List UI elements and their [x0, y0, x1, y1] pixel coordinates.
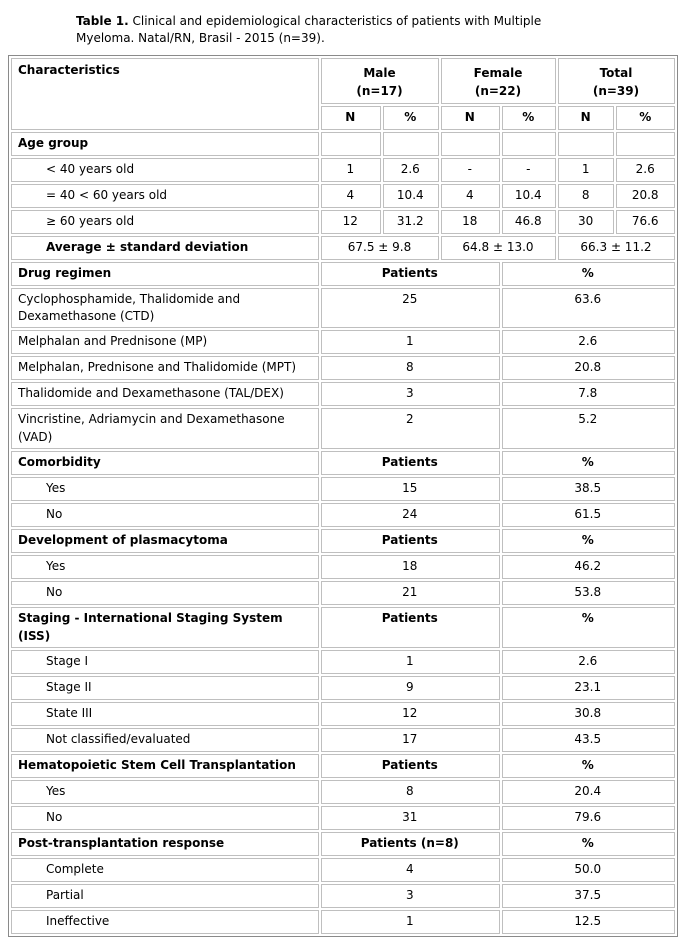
- patients-cell: 17: [321, 728, 500, 752]
- percent-header-cell: %: [502, 754, 675, 778]
- empty-cell: [441, 132, 500, 156]
- row-label-cell: Partial: [11, 884, 319, 908]
- patients-header-cell: Patients: [321, 607, 500, 648]
- patients-cell: 8: [321, 780, 500, 804]
- row-label-cell: Cyclophosphamide, Thalidomide and Dexamethasone (CTD): [11, 288, 319, 329]
- data-cell: 1: [558, 158, 614, 182]
- table-row: [11, 884, 675, 908]
- row-label-cell: ≥ 60 years old: [11, 210, 319, 234]
- row-label-cell: < 40 years old: [11, 158, 319, 182]
- table-row: [11, 702, 675, 726]
- row-label-cell: Stage II: [11, 676, 319, 700]
- table-row: [11, 858, 675, 882]
- percent-cell: 23.1: [502, 676, 675, 700]
- percent-cell: 46.2: [502, 555, 675, 579]
- patients-cell: 18: [321, 555, 500, 579]
- table-row: [11, 382, 675, 406]
- patients-cell: 15: [321, 477, 500, 501]
- patients-cell: 2: [321, 408, 500, 449]
- patients-cell: 3: [321, 884, 500, 908]
- percent-cell: 2.6: [502, 330, 675, 354]
- patients-cell: 1: [321, 910, 500, 934]
- table-row: [11, 330, 675, 354]
- empty-cell: [321, 132, 381, 156]
- percent-cell: 2.6: [502, 650, 675, 674]
- clinical-characteristics-table: [8, 55, 678, 937]
- row-label-cell: Yes: [11, 780, 319, 804]
- female-group-n: (n=22): [474, 83, 522, 98]
- data-cell: 12: [321, 210, 381, 234]
- table-row: [11, 210, 675, 234]
- section-header-row: [11, 529, 675, 553]
- female-group-label: Female: [473, 65, 523, 80]
- section-header-row: [11, 607, 675, 648]
- empty-cell: [616, 132, 675, 156]
- female-pct-header-cell: %: [502, 106, 556, 130]
- percent-cell: 37.5: [502, 884, 675, 908]
- table-row: [11, 676, 675, 700]
- data-cell: -: [441, 158, 500, 182]
- total-group-n: (n=39): [592, 83, 640, 98]
- data-cell: 1: [321, 158, 381, 182]
- percent-cell: 53.8: [502, 581, 675, 605]
- section-title-cell: Age group: [11, 132, 319, 156]
- percent-header-cell: %: [502, 451, 675, 475]
- section-title-cell: Post-transplantation response: [11, 832, 319, 856]
- male-n-header-cell: N: [321, 106, 381, 130]
- table-row: [11, 650, 675, 674]
- table-row: [11, 503, 675, 527]
- data-cell: 4: [441, 184, 500, 208]
- table-row: [11, 728, 675, 752]
- percent-cell: 50.0: [502, 858, 675, 882]
- patients-cell: 25: [321, 288, 500, 329]
- patients-cell: 31: [321, 806, 500, 830]
- percent-cell: 20.8: [502, 356, 675, 380]
- data-cell: 46.8: [502, 210, 556, 234]
- table-row: [11, 910, 675, 934]
- percent-cell: 5.2: [502, 408, 675, 449]
- table-row: [11, 477, 675, 501]
- row-label-cell: Yes: [11, 555, 319, 579]
- table-row: [11, 158, 675, 182]
- patients-cell: 1: [321, 650, 500, 674]
- empty-cell: [502, 132, 556, 156]
- row-label-cell: = 40 < 60 years old: [11, 184, 319, 208]
- patients-header-cell: Patients: [321, 529, 500, 553]
- male-pct-header-cell: %: [383, 106, 439, 130]
- data-cell: 31.2: [383, 210, 439, 234]
- data-cell: 4: [321, 184, 381, 208]
- row-label-cell: Melphalan and Prednisone (MP): [11, 330, 319, 354]
- empty-cell: [383, 132, 439, 156]
- characteristics-header-cell: Characteristics: [11, 58, 319, 130]
- patients-cell: 4: [321, 858, 500, 882]
- male-group-n: (n=17): [356, 83, 403, 98]
- percent-header-cell: %: [502, 262, 675, 286]
- average-row: [11, 236, 675, 260]
- table-caption: [76, 13, 586, 47]
- section-header-row: [11, 754, 675, 778]
- section-header-row: [11, 451, 675, 475]
- table-row: [11, 806, 675, 830]
- table-row: [11, 288, 675, 329]
- male-group-label: Male: [363, 65, 396, 80]
- table-row: [11, 356, 675, 380]
- row-label-cell: No: [11, 581, 319, 605]
- row-label-cell: Ineffective: [11, 910, 319, 934]
- percent-header-cell: %: [502, 607, 675, 648]
- section-header-row: [11, 262, 675, 286]
- row-label-cell: Not classified/evaluated: [11, 728, 319, 752]
- table-caption-label: Table 1.: [76, 14, 129, 28]
- female-group-header-cell: [441, 58, 556, 104]
- average-male-cell: 67.5 ± 9.8: [321, 236, 439, 260]
- patients-cell: 12: [321, 702, 500, 726]
- data-cell: 18: [441, 210, 500, 234]
- percent-cell: 7.8: [502, 382, 675, 406]
- percent-cell: 63.6: [502, 288, 675, 329]
- patients-header-cell: Patients (n=8): [321, 832, 500, 856]
- section-title-cell: Staging - International Staging System (ISS): [11, 607, 319, 648]
- data-cell: 30: [558, 210, 614, 234]
- total-n-header-cell: N: [558, 106, 614, 130]
- percent-cell: 79.6: [502, 806, 675, 830]
- section-title-cell: Drug regimen: [11, 262, 319, 286]
- patients-header-cell: Patients: [321, 262, 500, 286]
- row-label-cell: Vincristine, Adriamycin and Dexamethasone (VAD): [11, 408, 319, 449]
- row-label-cell: Yes: [11, 477, 319, 501]
- table-row: [11, 184, 675, 208]
- data-cell: 2.6: [383, 158, 439, 182]
- percent-header-cell: %: [502, 529, 675, 553]
- page: [0, 13, 686, 937]
- percent-cell: 38.5: [502, 477, 675, 501]
- male-group-header-cell: [321, 58, 439, 104]
- percent-header-cell: %: [502, 832, 675, 856]
- patients-cell: 1: [321, 330, 500, 354]
- percent-cell: 30.8: [502, 702, 675, 726]
- row-label-cell: Average ± standard deviation: [11, 236, 319, 260]
- table-caption-text: Clinical and epidemiological characteristics of patients with Multiple Myeloma. Natal/RN, Brasil - 2015 (n=39).: [76, 14, 542, 45]
- group-header-row: [11, 58, 675, 104]
- patients-cell: 8: [321, 356, 500, 380]
- section-header-row: [11, 832, 675, 856]
- data-cell: 8: [558, 184, 614, 208]
- percent-cell: 20.4: [502, 780, 675, 804]
- section-title-cell: Comorbidity: [11, 451, 319, 475]
- row-label-cell: Complete: [11, 858, 319, 882]
- data-cell: 2.6: [616, 158, 675, 182]
- row-label-cell: Thalidomide and Dexamethasone (TAL/DEX): [11, 382, 319, 406]
- total-group-header-cell: [558, 58, 675, 104]
- table-row: [11, 408, 675, 449]
- empty-cell: [558, 132, 614, 156]
- patients-cell: 3: [321, 382, 500, 406]
- data-cell: 10.4: [502, 184, 556, 208]
- patients-cell: 9: [321, 676, 500, 700]
- percent-cell: 43.5: [502, 728, 675, 752]
- total-group-label: Total: [599, 65, 633, 80]
- row-label-cell: No: [11, 503, 319, 527]
- table-row: [11, 780, 675, 804]
- row-label-cell: Melphalan, Prednisone and Thalidomide (MPT): [11, 356, 319, 380]
- data-cell: -: [502, 158, 556, 182]
- row-label-cell: State III: [11, 702, 319, 726]
- table-row: [11, 581, 675, 605]
- section-title-cell: Development of plasmacytoma: [11, 529, 319, 553]
- data-cell: 76.6: [616, 210, 675, 234]
- patients-cell: 21: [321, 581, 500, 605]
- section-title-cell: Hematopoietic Stem Cell Transplantation: [11, 754, 319, 778]
- female-n-header-cell: N: [441, 106, 500, 130]
- row-label-cell: No: [11, 806, 319, 830]
- row-label-cell: Stage I: [11, 650, 319, 674]
- percent-cell: 12.5: [502, 910, 675, 934]
- patients-header-cell: Patients: [321, 754, 500, 778]
- data-cell: 10.4: [383, 184, 439, 208]
- total-pct-header-cell: %: [616, 106, 675, 130]
- table-row: [11, 555, 675, 579]
- patients-header-cell: Patients: [321, 451, 500, 475]
- average-total-cell: 66.3 ± 11.2: [558, 236, 675, 260]
- patients-cell: 24: [321, 503, 500, 527]
- percent-cell: 61.5: [502, 503, 675, 527]
- average-female-cell: 64.8 ± 13.0: [441, 236, 556, 260]
- section-header-row: [11, 132, 675, 156]
- data-cell: 20.8: [616, 184, 675, 208]
